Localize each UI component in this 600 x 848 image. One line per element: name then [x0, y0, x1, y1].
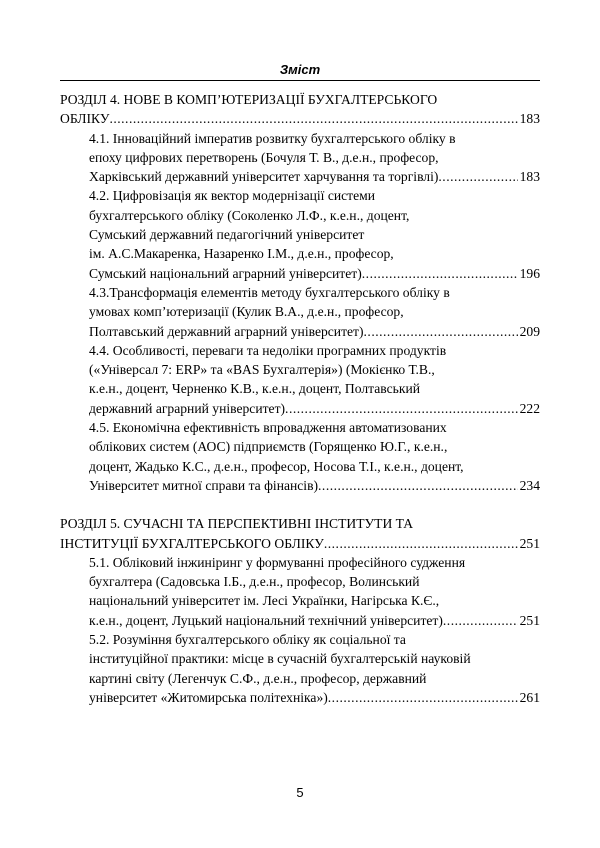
page-number: 5: [296, 785, 304, 800]
entry-last-line: Сумський національний аграрний університет): [89, 265, 362, 281]
entry-line: бухгалтера (Садовська І.Б., д.е.н., професор, Волинський: [89, 574, 420, 590]
entry-line: 4.4. Особливості, переваги та недоліки програмних продуктів: [89, 342, 447, 358]
running-header: Зміст: [279, 62, 321, 77]
dot-leader: [285, 399, 518, 418]
entry-page-number: 183: [519, 169, 540, 185]
entry-line: національний університет ім. Лесі Українки, Нагірська К.Є.,: [89, 593, 440, 609]
entry-leader: [89, 399, 540, 418]
dot-leader: [362, 264, 518, 283]
toc-entry: [89, 341, 540, 418]
entry-line: доцент, Жадько К.С., д.е.н., професор, Носова Т.І., к.е.н., доцент,: [89, 458, 464, 474]
dot-leader: [443, 611, 518, 630]
table-of-contents: [60, 90, 540, 707]
toc-section: [60, 90, 540, 495]
entry-line: облікових систем (АОС) підприємств (Горященко Ю.Г., к.е.н.,: [89, 439, 448, 455]
entry-last-line: університет «Житомирська політехніка»): [89, 689, 328, 705]
entry-line: бухгалтерського обліку (Соколенко Л.Ф., к.е.н., доцент,: [89, 207, 410, 223]
section-title-leader: [60, 534, 540, 553]
entry-leader: [89, 264, 540, 283]
entry-line: Сумський державний педагогічний університет: [89, 227, 365, 243]
entry-last-line: к.е.н., доцент, Луцький національний технічний університет): [89, 612, 443, 628]
section-gap: [60, 495, 540, 514]
entry-page-number: 209: [519, 323, 540, 339]
entry-leader: [89, 167, 540, 186]
entry-line: 4.5. Економічна ефективність впровадження автоматизованих: [89, 420, 447, 436]
entry-line: інституційної практики: місце в сучасній бухгалтерській науковій: [89, 651, 471, 667]
section-title-line: РОЗДІЛ 5. СУЧАСНІ ТА ПЕРСПЕКТИВНІ ІНСТИТУТИ ТА: [60, 516, 414, 532]
entry-page-number: 261: [519, 689, 540, 705]
section-title-last-line: ОБЛІКУ: [60, 111, 110, 127]
entry-page-number: 251: [519, 612, 540, 628]
header-rule: [60, 80, 540, 81]
entry-leader: [89, 322, 540, 341]
entry-line: 4.3.Трансформація елементів методу бухгалтерського обліку в: [89, 284, 450, 300]
section-title-line: РОЗДІЛ 4. НОВЕ В КОМП’ЮТЕРИЗАЦІЇ БУХГАЛТЕРСЬКОГО: [60, 92, 438, 107]
entry-line: 5.1. Обліковий інжиніринг у формуванні професійного судження: [89, 554, 466, 570]
section-title-last-line: ІНСТИТУЦІЇ БУХГАЛТЕРСЬКОГО ОБЛІКУ: [60, 535, 324, 551]
entry-line: 4.1. Інноваційний імператив розвитку бухгалтерського обліку в: [89, 130, 456, 146]
entry-line: умовах комп’ютеризації (Кулик В.А., д.е.н., професор,: [89, 304, 404, 320]
dot-leader: [324, 534, 518, 553]
dot-leader: [109, 109, 517, 128]
toc-section: [60, 514, 540, 707]
toc-entry: [89, 630, 540, 707]
dot-leader: [364, 322, 518, 341]
entry-line: картині світу (Легенчук С.Ф., д.е.н., професор, державний: [89, 670, 427, 686]
toc-entry: [89, 418, 540, 495]
entry-page-number: 234: [519, 477, 540, 493]
toc-entry: [89, 129, 540, 187]
entry-leader: [89, 611, 540, 630]
entry-page-number: 222: [519, 400, 540, 416]
section-page-number: 251: [519, 535, 540, 551]
dot-leader: [438, 167, 517, 186]
entry-line: («Універсал 7: ERP» та «BAS Бухгалтерія») (Мокієнко Т.В.,: [89, 362, 435, 378]
entry-page-number: 196: [519, 265, 540, 281]
toc-entry: [89, 553, 540, 630]
entry-line: 4.2. Цифровізація як вектор модернізації системи: [89, 188, 376, 204]
toc-entry: [89, 283, 540, 341]
entry-line: к.е.н., доцент, Черненко К.В., к.е.н., доцент, Полтавський: [89, 381, 421, 397]
section-page-number: 183: [519, 111, 540, 127]
entry-line: ім. А.С.Макаренка, Назаренко І.М., д.е.н., професор,: [89, 246, 394, 262]
section-title-leader: [60, 109, 540, 128]
toc-entry: [89, 186, 540, 282]
entry-leader: [89, 688, 540, 707]
dot-leader: [328, 688, 518, 707]
entry-last-line: Харківський державний університет харчування та торгівлі): [89, 169, 439, 185]
entry-last-line: Полтавський державний аграрний університет): [89, 323, 364, 339]
entry-last-line: державний аграрний університет): [89, 400, 286, 416]
entry-line: епоху цифрових перетворень (Бочуля Т. В., д.е.н., професор,: [89, 149, 439, 165]
entry-leader: [89, 476, 540, 495]
entry-line: 5.2. Розуміння бухгалтерського обліку як соціальної та: [89, 632, 406, 648]
dot-leader: [318, 476, 518, 495]
entry-last-line: Університет митної справи та фінансів): [89, 477, 319, 493]
